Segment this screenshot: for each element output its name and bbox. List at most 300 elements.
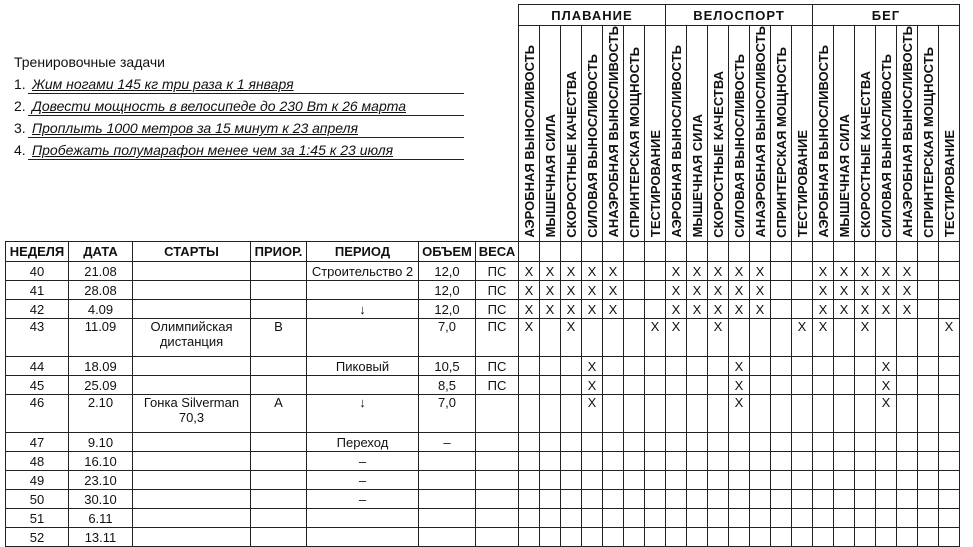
- training-plan-table: [5, 4, 960, 547]
- mark-cell: [939, 395, 960, 433]
- mark-cell: [939, 357, 960, 376]
- mark-cell: X: [582, 281, 603, 300]
- goal-number: 2.: [14, 98, 26, 114]
- ability-label: СПРИНТЕРСКАЯ МОЩНОСТЬ: [773, 46, 789, 238]
- weights-cell: ПС: [476, 300, 519, 319]
- weights-cell: [476, 395, 519, 433]
- mark-cell: [540, 490, 561, 509]
- mark-cell: [750, 433, 771, 452]
- mark-cell: [666, 357, 687, 376]
- mark-cell: [834, 528, 855, 547]
- race-cell: [133, 433, 251, 452]
- ability-label: СИЛОВАЯ ВЫНОСЛИВОСТЬ: [731, 53, 747, 238]
- table-row: [6, 262, 960, 281]
- table-row: [6, 528, 960, 547]
- mark-cell: [603, 395, 624, 433]
- race-cell: [133, 490, 251, 509]
- mark-cell: X: [876, 262, 897, 281]
- mark-cell: X: [750, 262, 771, 281]
- priority-cell: B: [251, 319, 307, 357]
- mark-cell: [792, 376, 813, 395]
- mark-cell: [645, 452, 666, 471]
- mark-cell: [834, 433, 855, 452]
- table-row: [6, 395, 960, 433]
- priority-cell: [251, 490, 307, 509]
- mark-cell: X: [519, 319, 540, 357]
- mark-cell: X: [603, 281, 624, 300]
- mark-cell: [540, 319, 561, 357]
- mark-cell: X: [582, 357, 603, 376]
- mark-cell: [855, 395, 876, 433]
- week-cell: 47: [6, 433, 69, 452]
- mark-cell: [771, 528, 792, 547]
- mark-cell: [603, 357, 624, 376]
- mark-cell: [813, 452, 834, 471]
- mark-cell: X: [729, 262, 750, 281]
- mark-cell: [771, 262, 792, 281]
- table-row: [6, 509, 960, 528]
- volume-cell: 12,0: [419, 300, 476, 319]
- ability-header: [540, 26, 561, 242]
- mark-cell: [729, 509, 750, 528]
- mark-cell: [813, 357, 834, 376]
- mark-header-blank: [687, 242, 708, 262]
- mark-cell: [897, 452, 918, 471]
- mark-cell: [729, 452, 750, 471]
- race-cell: Гонка Silverman 70,3: [133, 395, 251, 433]
- ability-header: [603, 26, 624, 242]
- mark-cell: [834, 376, 855, 395]
- mark-cell: [708, 452, 729, 471]
- mark-cell: [771, 357, 792, 376]
- mark-cell: [624, 528, 645, 547]
- mark-cell: X: [792, 319, 813, 357]
- mark-cell: [897, 376, 918, 395]
- mark-header-blank: [813, 242, 834, 262]
- race-cell: [133, 452, 251, 471]
- mark-cell: X: [708, 300, 729, 319]
- mark-cell: X: [708, 319, 729, 357]
- mark-header-blank: [939, 242, 960, 262]
- mark-cell: [582, 509, 603, 528]
- table-row: [6, 471, 960, 490]
- mark-cell: X: [582, 395, 603, 433]
- date-cell: 9.10: [69, 433, 133, 452]
- week-cell: 41: [6, 281, 69, 300]
- table-row: [6, 281, 960, 300]
- mark-cell: X: [897, 281, 918, 300]
- ability-label: СИЛОВАЯ ВЫНОСЛИВОСТЬ: [878, 53, 894, 238]
- mark-cell: [813, 471, 834, 490]
- mark-cell: [897, 528, 918, 547]
- mark-cell: [561, 528, 582, 547]
- race-cell: [133, 509, 251, 528]
- mark-cell: [666, 471, 687, 490]
- weights-cell: ПС: [476, 319, 519, 357]
- ability-label: СИЛОВАЯ ВЫНОСЛИВОСТЬ: [584, 53, 600, 238]
- ability-label: СКОРОСТНЫЕ КАЧЕСТВА: [857, 70, 873, 238]
- date-cell: 6.11: [69, 509, 133, 528]
- mark-cell: X: [561, 300, 582, 319]
- mark-cell: [645, 528, 666, 547]
- mark-cell: X: [582, 376, 603, 395]
- mark-cell: [834, 357, 855, 376]
- period-cell: ↓: [307, 300, 419, 319]
- mark-cell: [519, 376, 540, 395]
- mark-cell: [771, 319, 792, 357]
- priority-header: ПРИОР.: [251, 242, 307, 262]
- mark-cell: [561, 490, 582, 509]
- mark-cell: [897, 471, 918, 490]
- ability-header: [771, 26, 792, 242]
- race-cell: [133, 376, 251, 395]
- races-header: СТАРТЫ: [133, 242, 251, 262]
- mark-cell: [813, 509, 834, 528]
- week-cell: 42: [6, 300, 69, 319]
- mark-cell: [771, 490, 792, 509]
- mark-cell: [813, 395, 834, 433]
- mark-cell: [813, 490, 834, 509]
- volume-cell: 10,5: [419, 357, 476, 376]
- mark-cell: [687, 319, 708, 357]
- mark-cell: [855, 376, 876, 395]
- mark-cell: [708, 433, 729, 452]
- ability-header: [729, 26, 750, 242]
- weights-header: ВЕСА: [476, 242, 519, 262]
- mark-cell: [561, 395, 582, 433]
- mark-cell: [645, 376, 666, 395]
- period-cell: –: [307, 490, 419, 509]
- mark-cell: [540, 528, 561, 547]
- mark-cell: [561, 452, 582, 471]
- table-row: [6, 357, 960, 376]
- ability-header: [876, 26, 897, 242]
- mark-cell: [834, 509, 855, 528]
- mark-cell: X: [729, 357, 750, 376]
- mark-cell: [624, 433, 645, 452]
- week-cell: 43: [6, 319, 69, 357]
- mark-cell: X: [834, 281, 855, 300]
- weights-cell: ПС: [476, 281, 519, 300]
- date-cell: 18.09: [69, 357, 133, 376]
- mark-cell: [603, 490, 624, 509]
- mark-cell: [729, 319, 750, 357]
- mark-cell: [792, 528, 813, 547]
- goal-text: Довести мощность в велосипеде до 230 Вт к 26 марта: [32, 98, 407, 114]
- ability-label: МЫШЕЧНАЯ СИЛА: [689, 114, 705, 238]
- mark-cell: [855, 433, 876, 452]
- mark-cell: [540, 509, 561, 528]
- mark-cell: [519, 452, 540, 471]
- mark-header-blank: [918, 242, 939, 262]
- sport-running: БЕГ: [813, 5, 960, 26]
- mark-cell: [519, 357, 540, 376]
- mark-cell: [939, 281, 960, 300]
- volume-header: ОБЪЕМ: [419, 242, 476, 262]
- mark-cell: [855, 490, 876, 509]
- mark-cell: [582, 319, 603, 357]
- mark-cell: [918, 319, 939, 357]
- mark-cell: [708, 395, 729, 433]
- priority-cell: [251, 376, 307, 395]
- ability-header: [624, 26, 645, 242]
- date-header: ДАТА: [69, 242, 133, 262]
- mark-cell: [813, 433, 834, 452]
- mark-cell: [624, 300, 645, 319]
- volume-cell: 7,0: [419, 319, 476, 357]
- race-cell: [133, 262, 251, 281]
- mark-cell: [939, 376, 960, 395]
- mark-cell: [771, 395, 792, 433]
- mark-cell: X: [561, 319, 582, 357]
- mark-cell: X: [519, 281, 540, 300]
- ability-header: [855, 26, 876, 242]
- mark-cell: [519, 490, 540, 509]
- mark-cell: X: [897, 262, 918, 281]
- mark-header-blank: [603, 242, 624, 262]
- mark-cell: [624, 490, 645, 509]
- mark-cell: [645, 490, 666, 509]
- mark-cell: [519, 509, 540, 528]
- mark-header-blank: [855, 242, 876, 262]
- ability-label: ТЕСТИРОВАНИЕ: [941, 130, 957, 238]
- race-cell: [133, 300, 251, 319]
- mark-cell: [750, 490, 771, 509]
- mark-cell: [876, 452, 897, 471]
- weights-cell: [476, 433, 519, 452]
- ability-label: МЫШЕЧНАЯ СИЛА: [836, 114, 852, 238]
- mark-cell: [582, 433, 603, 452]
- mark-cell: [750, 395, 771, 433]
- mark-cell: [519, 395, 540, 433]
- period-cell: Строительство 2: [307, 262, 419, 281]
- volume-cell: [419, 528, 476, 547]
- mark-cell: [792, 281, 813, 300]
- mark-cell: [750, 471, 771, 490]
- mark-cell: [645, 395, 666, 433]
- table-row: [6, 490, 960, 509]
- mark-cell: [666, 490, 687, 509]
- mark-cell: [582, 528, 603, 547]
- mark-cell: [792, 433, 813, 452]
- mark-cell: [939, 452, 960, 471]
- table-row: [6, 376, 960, 395]
- weights-cell: [476, 471, 519, 490]
- race-cell: [133, 281, 251, 300]
- mark-cell: [897, 357, 918, 376]
- mark-cell: [687, 528, 708, 547]
- mark-cell: [540, 395, 561, 433]
- mark-header-blank: [897, 242, 918, 262]
- goal-text: Пробежать полумарафон менее чем за 1:45 к 23 июля: [32, 142, 394, 158]
- goals-title: Тренировочные задачи: [14, 54, 165, 70]
- sport-cycling: ВЕЛОСПОРТ: [666, 5, 813, 26]
- mark-cell: [897, 433, 918, 452]
- volume-cell: [419, 452, 476, 471]
- mark-cell: [834, 471, 855, 490]
- mark-cell: X: [897, 300, 918, 319]
- period-header: ПЕРИОД: [307, 242, 419, 262]
- mark-cell: [792, 452, 813, 471]
- mark-cell: [939, 490, 960, 509]
- mark-cell: [561, 433, 582, 452]
- mark-header-blank: [792, 242, 813, 262]
- mark-cell: [918, 490, 939, 509]
- mark-cell: [792, 395, 813, 433]
- mark-cell: [624, 376, 645, 395]
- mark-cell: [645, 357, 666, 376]
- mark-cell: [897, 490, 918, 509]
- goal-number: 1.: [14, 76, 26, 92]
- period-cell: –: [307, 471, 419, 490]
- mark-header-blank: [540, 242, 561, 262]
- mark-cell: X: [666, 319, 687, 357]
- mark-cell: [813, 376, 834, 395]
- mark-cell: [771, 452, 792, 471]
- weights-cell: ПС: [476, 357, 519, 376]
- mark-cell: [750, 357, 771, 376]
- mark-cell: [792, 262, 813, 281]
- mark-cell: [771, 471, 792, 490]
- mark-cell: [750, 509, 771, 528]
- mark-cell: [792, 509, 813, 528]
- ability-header: [519, 26, 540, 242]
- mark-header-blank: [876, 242, 897, 262]
- mark-cell: X: [729, 376, 750, 395]
- race-cell: [133, 357, 251, 376]
- ability-header: [897, 26, 918, 242]
- mark-cell: [645, 281, 666, 300]
- mark-cell: [792, 300, 813, 319]
- mark-cell: [540, 357, 561, 376]
- mark-cell: X: [834, 300, 855, 319]
- mark-cell: [582, 490, 603, 509]
- ability-header: [666, 26, 687, 242]
- mark-cell: [708, 357, 729, 376]
- mark-cell: X: [813, 262, 834, 281]
- mark-header-blank: [561, 242, 582, 262]
- mark-cell: [561, 471, 582, 490]
- mark-cell: [939, 528, 960, 547]
- mark-cell: [708, 490, 729, 509]
- mark-cell: [918, 376, 939, 395]
- mark-cell: X: [729, 395, 750, 433]
- mark-cell: [561, 509, 582, 528]
- mark-cell: [624, 395, 645, 433]
- ability-header: [687, 26, 708, 242]
- ability-header: [645, 26, 666, 242]
- mark-cell: X: [519, 300, 540, 319]
- period-cell: [307, 319, 419, 357]
- mark-cell: X: [708, 262, 729, 281]
- mark-cell: [834, 490, 855, 509]
- mark-cell: [603, 509, 624, 528]
- mark-cell: [666, 395, 687, 433]
- week-cell: 52: [6, 528, 69, 547]
- mark-cell: [918, 300, 939, 319]
- volume-cell: 12,0: [419, 281, 476, 300]
- mark-cell: [918, 528, 939, 547]
- mark-header-blank: [834, 242, 855, 262]
- mark-cell: [771, 281, 792, 300]
- ability-header: [813, 26, 834, 242]
- goal-number: 3.: [14, 120, 26, 136]
- date-cell: 23.10: [69, 471, 133, 490]
- mark-cell: [519, 528, 540, 547]
- mark-cell: [582, 452, 603, 471]
- mark-cell: [666, 509, 687, 528]
- mark-cell: [582, 471, 603, 490]
- mark-cell: X: [876, 395, 897, 433]
- mark-cell: [687, 357, 708, 376]
- mark-cell: [939, 471, 960, 490]
- mark-cell: [687, 433, 708, 452]
- mark-cell: [918, 281, 939, 300]
- mark-cell: X: [687, 281, 708, 300]
- volume-cell: –: [419, 433, 476, 452]
- mark-cell: [855, 528, 876, 547]
- date-cell: 4.09: [69, 300, 133, 319]
- mark-cell: [624, 281, 645, 300]
- mark-cell: X: [582, 300, 603, 319]
- priority-cell: [251, 528, 307, 547]
- mark-cell: [876, 319, 897, 357]
- date-cell: 2.10: [69, 395, 133, 433]
- week-header: НЕДЕЛЯ: [6, 242, 69, 262]
- mark-header-blank: [519, 242, 540, 262]
- mark-cell: [687, 490, 708, 509]
- mark-cell: [708, 376, 729, 395]
- mark-cell: [750, 319, 771, 357]
- mark-cell: [813, 528, 834, 547]
- mark-cell: [834, 319, 855, 357]
- ability-label: СПРИНТЕРСКАЯ МОЩНОСТЬ: [920, 46, 936, 238]
- mark-cell: [561, 357, 582, 376]
- ability-header: [750, 26, 771, 242]
- mark-cell: [750, 528, 771, 547]
- priority-cell: [251, 281, 307, 300]
- priority-cell: [251, 300, 307, 319]
- mark-cell: [855, 357, 876, 376]
- mark-header-blank: [624, 242, 645, 262]
- mark-cell: X: [855, 319, 876, 357]
- volume-cell: [419, 490, 476, 509]
- period-cell: [307, 376, 419, 395]
- table-row: [6, 300, 960, 319]
- mark-cell: [624, 319, 645, 357]
- mark-cell: [666, 528, 687, 547]
- ability-label: ТЕСТИРОВАНИЕ: [647, 130, 663, 238]
- race-cell: [133, 528, 251, 547]
- mark-cell: X: [582, 262, 603, 281]
- mark-cell: [876, 509, 897, 528]
- priority-cell: [251, 262, 307, 281]
- date-cell: 16.10: [69, 452, 133, 471]
- weights-cell: [476, 452, 519, 471]
- mark-cell: [918, 357, 939, 376]
- period-cell: –: [307, 452, 419, 471]
- mark-cell: [687, 452, 708, 471]
- weights-cell: [476, 509, 519, 528]
- mark-cell: [729, 528, 750, 547]
- mark-cell: [603, 376, 624, 395]
- mark-cell: [645, 433, 666, 452]
- mark-cell: [624, 452, 645, 471]
- period-cell: [307, 528, 419, 547]
- date-cell: 30.10: [69, 490, 133, 509]
- mark-cell: [729, 471, 750, 490]
- mark-cell: X: [876, 300, 897, 319]
